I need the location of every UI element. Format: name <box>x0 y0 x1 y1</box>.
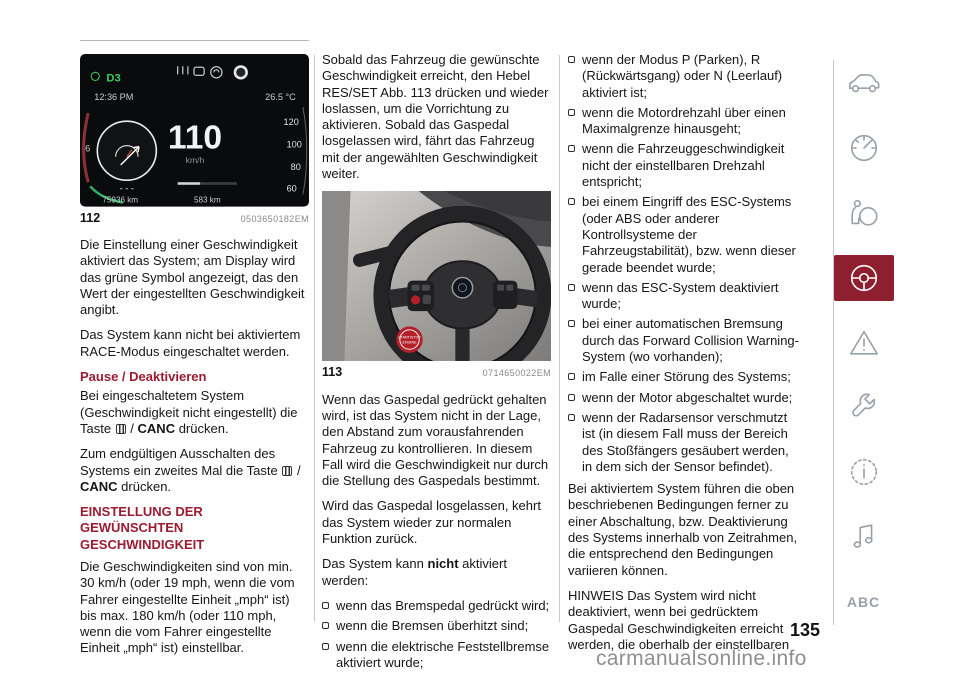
odometer: 75936 km <box>102 195 139 205</box>
instrument-cluster-image <box>80 54 309 207</box>
cluster-speed-unit: km/h <box>185 154 205 165</box>
dial-dashes: - - - <box>119 183 134 194</box>
airbag-icon <box>834 190 894 236</box>
square-bullet-icon <box>568 414 575 421</box>
bullet-list <box>568 52 799 475</box>
cluster-temp: 26.5 °C <box>265 91 296 102</box>
trip-range: 583 km <box>193 195 221 205</box>
paragraph: HINWEIS Das System wird nicht deaktiviert, wenn bei gedrücktem Gaspedal Geschwindigkeiten erreicht werden, die oberhalb der einstellbaren <box>568 587 790 652</box>
figure-112 <box>80 54 309 227</box>
svg-text:120: 120 <box>283 117 299 128</box>
square-bullet-icon <box>568 145 575 152</box>
text: aktiviert werden: <box>322 556 507 588</box>
paragraph: Bei aktiviertem System führen die oben beschriebenen Bedingungen ferner zu einer Abschaltung, bzw. Deaktivierung des Systems innerhalb von Zeitrahmen, die entsprechend den Bedingungen variieren können. <box>568 481 798 578</box>
list-item <box>568 194 799 275</box>
text: drücken. <box>117 478 172 494</box>
canc-label: CANC <box>80 478 118 494</box>
square-bullet-icon <box>568 394 575 401</box>
square-bullet-icon <box>568 109 575 116</box>
list-item <box>568 410 799 475</box>
subheading-pause: Pause / Deaktivieren <box>80 369 207 385</box>
cluster-time: 12:36 PM <box>94 91 134 102</box>
list-item <box>568 316 799 365</box>
text: Zum endgültigen Ausschalten des Systems ein zweites Mal die Taste <box>80 446 282 478</box>
paragraph <box>80 446 309 495</box>
list-item-text: wenn die Fahrzeuggeschwindigkeit nicht der einstellbaren Drehzahl entspricht; <box>582 141 785 190</box>
dial-overlay <box>97 121 156 180</box>
text: Das System kann <box>322 556 428 572</box>
paragraph <box>80 388 309 437</box>
list-item <box>322 598 551 614</box>
list-item <box>568 369 799 385</box>
section-tab-bar <box>833 60 893 625</box>
square-bullet-icon <box>568 56 575 63</box>
brand-badge <box>452 278 472 298</box>
paragraph: Die Geschwindigkeiten sind von min. 30 km/h (oder 19 mph, wenn die vom Fahrer eingestellte Einheit „mph“ ist) bis max. 180 km/h (oder 110 mph, wenn die vom Fahrer eingestellte Einheit „mph“ ist) einstellbar. <box>80 559 295 656</box>
tach-number: 6 <box>85 143 91 154</box>
figure-113 <box>322 191 551 381</box>
music-note-icon <box>834 514 894 560</box>
index-abc-tab: ABC <box>846 594 881 610</box>
paragraph: Sobald das Fahrzeug die gewünschte Geschwindigkeit erreicht, den Hebel RES/SET Abb. 113 drücken und wieder loslassen, um die Vorrichtung zu aktivieren. Sobald das Gaspedal losgelassen wird, fährt das Fahrzeug mit der angewählten Geschwindigkeit weiter. <box>322 52 549 182</box>
figure-code: 0714650022EM <box>482 368 551 379</box>
column-middle <box>322 52 551 677</box>
list-item-text: wenn das Bremspedal gedrückt wird; <box>336 597 550 613</box>
text: / <box>126 420 138 436</box>
gear-indicator: D3 <box>106 72 121 85</box>
figure-top-rule <box>80 40 309 41</box>
list-item-text: wenn der Modus P (Parken), R (Rückwärtsgang) oder N (Leerlauf) aktiviert ist; <box>582 52 783 100</box>
column-right <box>568 52 799 662</box>
list-item-text: bei einem Eingriff des ESC-Systems (oder ABS oder anderer Kontrollsysteme der Fahrzeugstabilität), bzw. wenn dieser gerade beendet wurde; <box>582 194 796 275</box>
column-left <box>80 40 309 666</box>
wrench-icon <box>834 384 894 430</box>
svg-text:80: 80 <box>290 162 301 173</box>
steering-wheel-image <box>322 191 551 361</box>
warning-triangle-icon <box>834 320 894 366</box>
paragraph: Wird das Gaspedal losgelassen, kehrt das System wieder zur normalen Funktion zurück. <box>322 498 541 547</box>
cluster-speed: 110 <box>167 119 223 157</box>
paragraph: Das System kann nicht bei aktiviertem RACE-Modus eingeschaltet werden. <box>80 327 301 359</box>
column-divider <box>559 55 560 622</box>
list-item-text: wenn das ESC-System deaktiviert wurde; <box>582 279 779 312</box>
square-bullet-icon <box>322 643 329 650</box>
watermark: carmanualsonline.info <box>596 647 807 670</box>
figure-number: 112 <box>80 210 101 225</box>
list-item-text: bei einer automatischen Bremsung durch das Forward Collision Warning-System (wo vorhanden); <box>582 316 799 365</box>
figure-code: 0503650182EM <box>240 213 309 224</box>
square-bullet-icon <box>568 320 575 327</box>
square-bullet-icon <box>568 373 575 380</box>
square-bullet-icon <box>568 198 575 205</box>
text: drücken. <box>175 420 229 436</box>
paragraph: Die Einstellung einer Geschwindigkeit aktiviert das System; am Display wird das grüne Symbol angezeigt, das den Wert der eingestellten Geschwindigkeit angibt. <box>80 236 305 318</box>
list-item <box>568 141 799 190</box>
text: Bei eingeschaltetem System (Geschwindigkeit nicht eingestellt) die Taste <box>80 388 298 436</box>
figure-caption <box>322 364 551 381</box>
list-item-text: wenn der Radarsensor verschmutzt ist (in diesem Fall muss der Bereich des Stoßfängers gesäubert werden, in dem sich der Sensor befindet). <box>582 409 789 474</box>
svg-text:60: 60 <box>286 183 297 194</box>
list-item <box>568 105 799 138</box>
info-icon <box>834 449 894 495</box>
svg-text:ENGINE: ENGINE <box>402 341 417 346</box>
canc-button-icon <box>116 424 126 434</box>
paragraph: Wenn das Gaspedal gedrückt gehalten wird, ist das System nicht in der Lage, den Abstand zum vorausfahrenden Fahrzeug zu kontrollieren. In diesem Fall wird die Geschwindigkeit nur durch die Stellung des Gaspedals bestimmt. <box>322 391 549 489</box>
steering-wheel-icon <box>834 255 894 301</box>
list-item-text: wenn der Motor abgeschaltet wurde; <box>582 389 793 405</box>
section-heading-setting: EINSTELLUNG DER GEWÜNSCHTEN GESCHWINDIGKEIT <box>80 504 205 552</box>
list-item <box>568 52 799 101</box>
svg-text:START/STOP: START/STOP <box>398 335 421 340</box>
list-item <box>322 639 551 672</box>
car-icon <box>834 60 894 106</box>
square-bullet-icon <box>322 622 329 629</box>
emphasis: nicht <box>427 556 459 572</box>
canc-label: CANC <box>137 420 176 436</box>
list-item <box>568 280 799 313</box>
figure-number: 113 <box>322 365 343 380</box>
page-number: 135 <box>789 620 820 640</box>
canc-button-icon <box>282 466 292 476</box>
list-item-text: wenn die Motordrehzahl über einen Maximalgrenze hinausgeht; <box>582 104 786 137</box>
dashboard-icon <box>834 125 894 171</box>
square-bullet-icon <box>322 602 329 609</box>
text: / <box>293 462 301 478</box>
list-item-text: im Falle einer Störung des Systems; <box>582 369 791 385</box>
svg-text:100: 100 <box>286 139 302 150</box>
figure-caption <box>80 210 309 227</box>
bullet-list <box>322 598 551 671</box>
right-button-pod <box>493 281 517 309</box>
paragraph <box>322 556 551 589</box>
list-item-text: wenn die elektrische Feststellbremse aktiviert wurde; <box>336 638 550 670</box>
list-item-text: wenn die Bremsen überhitzt sind; <box>336 618 529 634</box>
column-divider <box>314 55 315 622</box>
list-item <box>568 390 799 406</box>
square-bullet-icon <box>568 284 575 291</box>
list-item <box>322 618 551 634</box>
